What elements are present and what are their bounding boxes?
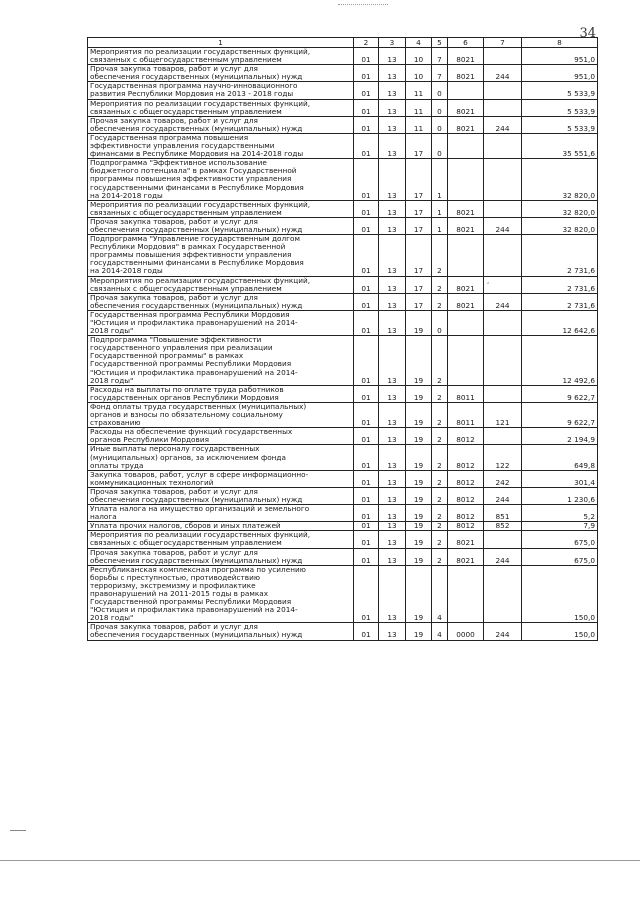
expense-type-code (484, 428, 522, 445)
program-code: 19 (406, 565, 432, 623)
subprogram-code: 2 (432, 276, 448, 293)
subprogram-code: 7 (432, 48, 448, 65)
table-row (88, 402, 598, 427)
program-code: 17 (406, 133, 432, 158)
amount: 301,4 (522, 470, 598, 487)
subsection-code: 13 (379, 217, 406, 234)
program-code: 19 (406, 487, 432, 504)
expense-type-code: 242 (484, 470, 522, 487)
row-title: Мероприятия по реализации государственных функций, связанных с общегосударственным управлением (88, 531, 354, 548)
program-code: 17 (406, 200, 432, 217)
target-code: 8011 (448, 385, 484, 402)
subsection-code: 13 (379, 402, 406, 427)
subsection-code: 13 (379, 65, 406, 82)
subprogram-code: 2 (432, 293, 448, 310)
amount: 9 622,7 (522, 385, 598, 402)
table-row (88, 385, 598, 402)
expense-type-code (484, 336, 522, 386)
table-row (88, 82, 598, 99)
pen-tick-mark: , (487, 277, 490, 285)
section-code: 01 (354, 235, 379, 276)
expense-type-code (484, 385, 522, 402)
subsection-code: 13 (379, 276, 406, 293)
target-code: 8021 (448, 65, 484, 82)
section-code: 01 (354, 159, 379, 200)
program-code: 19 (406, 470, 432, 487)
subsection-code: 13 (379, 200, 406, 217)
row-title: Государственная программа научно-инновационного развития Республики Мордовия на 2013 - 2018 годы (88, 82, 354, 99)
section-code: 01 (354, 487, 379, 504)
subsection-code: 13 (379, 548, 406, 565)
table-row (88, 623, 598, 640)
section-code: 01 (354, 116, 379, 133)
amount: 150,0 (522, 623, 598, 640)
row-title: Республиканская комплексная программа по усилению борьбы с преступностью, противодействию терроризму, экстремизму и профилактике правонарушений на 2011-2015 годы в рамках Государственной программы Республики Мордовия "Юстиция и профилактика правонарушений на 2014- 2018 годы" (88, 565, 354, 623)
target-code: 8012 (448, 487, 484, 504)
amount: 12 492,6 (522, 336, 598, 386)
subsection-code: 13 (379, 522, 406, 531)
subsection-code: 13 (379, 336, 406, 386)
amount: 5,2 (522, 505, 598, 522)
table-row (88, 505, 598, 522)
table-row (88, 133, 598, 158)
expense-type-code (484, 235, 522, 276)
subprogram-code: 1 (432, 217, 448, 234)
expense-type-code: 244 (484, 548, 522, 565)
row-title: Мероприятия по реализации государственных функций, связанных с общегосударственным управлением (88, 48, 354, 65)
target-code: 8012 (448, 522, 484, 531)
amount: 9 622,7 (522, 402, 598, 427)
section-code: 01 (354, 293, 379, 310)
row-title: Расходы на обеспечение функций государственных органов Республики Мордовия (88, 428, 354, 445)
row-title: Мероприятия по реализации государственных функций, связанных с общегосударственным управлением (88, 99, 354, 116)
expense-type-code (484, 200, 522, 217)
program-code: 11 (406, 99, 432, 116)
target-code: 8021 (448, 48, 484, 65)
target-code: 8012 (448, 445, 484, 470)
subprogram-code: 2 (432, 531, 448, 548)
program-code: 10 (406, 48, 432, 65)
expense-type-code (484, 82, 522, 99)
row-title: Подпрограмма "Повышение эффективности государственного управления при реализации Государственной программы" в рамках Государственной программы Республики Мордовия "Юстиция и профилактика правонарушений на 2014- 2018 годы" (88, 336, 354, 386)
table-row (88, 235, 598, 276)
target-code (448, 565, 484, 623)
subprogram-code: 1 (432, 200, 448, 217)
budget-sheet (87, 37, 597, 641)
subsection-code: 13 (379, 531, 406, 548)
program-code: 19 (406, 522, 432, 531)
header-cell: 4 (406, 38, 432, 48)
expense-type-code (484, 531, 522, 548)
amount: 675,0 (522, 531, 598, 548)
amount: 7,9 (522, 522, 598, 531)
row-title: Подпрограмма "Управление государственным долгом Республики Мордовия" в рамках Государственной программы повышения эффективности управления государственными финансами в Республике Мордовия на 2014-2018 годы (88, 235, 354, 276)
header-cell: 7 (484, 38, 522, 48)
target-code: 8021 (448, 217, 484, 234)
section-code: 01 (354, 428, 379, 445)
table-row (88, 470, 598, 487)
target-code: 8011 (448, 402, 484, 427)
subsection-code: 13 (379, 133, 406, 158)
subprogram-code: 2 (432, 548, 448, 565)
table-row (88, 116, 598, 133)
subprogram-code: 0 (432, 82, 448, 99)
section-code: 01 (354, 402, 379, 427)
amount: 649,8 (522, 445, 598, 470)
subsection-code: 13 (379, 385, 406, 402)
header-cell: 1 (88, 38, 354, 48)
amount: 5 533,9 (522, 99, 598, 116)
subprogram-code: 0 (432, 133, 448, 158)
target-code: 8012 (448, 428, 484, 445)
expense-type-code (484, 159, 522, 200)
table-row (88, 293, 598, 310)
program-code: 19 (406, 385, 432, 402)
target-code: 8021 (448, 548, 484, 565)
amount: 1 230,6 (522, 487, 598, 504)
subprogram-code: 2 (432, 385, 448, 402)
target-code: 8021 (448, 531, 484, 548)
program-code: 19 (406, 445, 432, 470)
program-code: 17 (406, 159, 432, 200)
row-title: Закупка товаров, работ, услуг в сфере информационно- коммуникационных технологий (88, 470, 354, 487)
subsection-code: 13 (379, 445, 406, 470)
table-row (88, 428, 598, 445)
program-code: 10 (406, 65, 432, 82)
program-code: 19 (406, 505, 432, 522)
section-code: 01 (354, 548, 379, 565)
target-code (448, 235, 484, 276)
subsection-code: 13 (379, 99, 406, 116)
program-code: 19 (406, 402, 432, 427)
subsection-code: 13 (379, 487, 406, 504)
program-code: 19 (406, 531, 432, 548)
target-code (448, 133, 484, 158)
expense-type-code (484, 48, 522, 65)
subprogram-code: 7 (432, 65, 448, 82)
target-code: 8021 (448, 116, 484, 133)
amount: 951,0 (522, 48, 598, 65)
subsection-code: 13 (379, 48, 406, 65)
program-code: 17 (406, 293, 432, 310)
table-row (88, 522, 598, 531)
header-cell: 5 (432, 38, 448, 48)
section-code: 01 (354, 65, 379, 82)
subprogram-code: 0 (432, 310, 448, 335)
amount: 12 642,6 (522, 310, 598, 335)
target-code (448, 336, 484, 386)
target-code: 8021 (448, 99, 484, 116)
section-code: 01 (354, 505, 379, 522)
amount: 2 731,6 (522, 276, 598, 293)
amount: 2 731,6 (522, 235, 598, 276)
program-code: 19 (406, 310, 432, 335)
expense-type-code (484, 133, 522, 158)
table-row (88, 336, 598, 386)
row-title: Прочая закупка товаров, работ и услуг для обеспечения государственных (муниципальных) нужд (88, 623, 354, 640)
subsection-code: 13 (379, 470, 406, 487)
amount: 35 551,6 (522, 133, 598, 158)
amount: 5 533,9 (522, 116, 598, 133)
table-row (88, 217, 598, 234)
subprogram-code: 0 (432, 99, 448, 116)
section-code: 01 (354, 565, 379, 623)
subprogram-code: 0 (432, 116, 448, 133)
amount: 2 194,9 (522, 428, 598, 445)
program-code: 17 (406, 276, 432, 293)
program-code: 17 (406, 235, 432, 276)
section-code: 01 (354, 531, 379, 548)
row-title: Расходы на выплаты по оплате труда работников государственных органов Республики Мордовия (88, 385, 354, 402)
program-code: 11 (406, 82, 432, 99)
table-row (88, 445, 598, 470)
target-code (448, 82, 484, 99)
expense-type-code: 121 (484, 402, 522, 427)
program-code: 11 (406, 116, 432, 133)
row-title: Мероприятия по реализации государственных функций, связанных с общегосударственным управлением (88, 276, 354, 293)
expense-type-code: 244 (484, 293, 522, 310)
target-code: 0000 (448, 623, 484, 640)
amount: 32 820,0 (522, 200, 598, 217)
amount: 2 731,6 (522, 293, 598, 310)
section-code: 01 (354, 522, 379, 531)
expense-type-code (484, 565, 522, 623)
amount: 150,0 (522, 565, 598, 623)
subprogram-code: 2 (432, 428, 448, 445)
subsection-code: 13 (379, 505, 406, 522)
row-title: Прочая закупка товаров, работ и услуг для обеспечения государственных (муниципальных) нужд (88, 487, 354, 504)
program-code: 17 (406, 217, 432, 234)
subsection-code: 13 (379, 623, 406, 640)
row-title: Прочая закупка товаров, работ и услуг для обеспечения государственных (муниципальных) нужд (88, 293, 354, 310)
expense-type-code: 244 (484, 116, 522, 133)
subsection-code: 13 (379, 82, 406, 99)
expense-type-code (484, 310, 522, 335)
amount: 32 820,0 (522, 217, 598, 234)
table-row (88, 276, 598, 293)
row-title: Прочая закупка товаров, работ и услуг для обеспечения государственных (муниципальных) нужд (88, 217, 354, 234)
section-code: 01 (354, 470, 379, 487)
row-title: Государственная программа Республики Мордовия "Юстиция и профилактика правонарушений на 2014- 2018 годы" (88, 310, 354, 335)
expense-type-code: 244 (484, 487, 522, 504)
table-row (88, 531, 598, 548)
section-code: 01 (354, 623, 379, 640)
target-code: 8012 (448, 505, 484, 522)
subprogram-code: 2 (432, 235, 448, 276)
subsection-code: 13 (379, 159, 406, 200)
subprogram-code: 2 (432, 336, 448, 386)
header-cell: 2 (354, 38, 379, 48)
subprogram-code: 2 (432, 470, 448, 487)
subprogram-code: 4 (432, 565, 448, 623)
target-code: 8021 (448, 293, 484, 310)
program-code: 19 (406, 623, 432, 640)
section-code: 01 (354, 48, 379, 65)
section-code: 01 (354, 276, 379, 293)
expense-type-code: 244 (484, 65, 522, 82)
scan-bottom-edge (0, 860, 640, 861)
table-row (88, 200, 598, 217)
section-code: 01 (354, 99, 379, 116)
program-code: 19 (406, 428, 432, 445)
header-row (88, 38, 598, 48)
header-cell: 8 (522, 38, 598, 48)
subsection-code: 13 (379, 565, 406, 623)
table-row (88, 487, 598, 504)
section-code: 01 (354, 385, 379, 402)
subsection-code: 13 (379, 235, 406, 276)
expense-type-code: 244 (484, 623, 522, 640)
row-title: Иные выплаты персоналу государственных (муниципальных) органов, за исключением фонда оплаты труда (88, 445, 354, 470)
program-code: 19 (406, 336, 432, 386)
row-title: Подпрограмма "Эффективное использование бюджетного потенциала" в рамках Государственной программы повышения эффективности управления государственными финансами в Республике Мордовия на 2014-2018 годы (88, 159, 354, 200)
table-row (88, 565, 598, 623)
target-code: 8021 (448, 276, 484, 293)
program-code: 19 (406, 548, 432, 565)
subprogram-code: 4 (432, 623, 448, 640)
expense-type-code: 244 (484, 217, 522, 234)
table-row (88, 48, 598, 65)
header-cell: 3 (379, 38, 406, 48)
amount: 32 820,0 (522, 159, 598, 200)
subsection-code: 13 (379, 293, 406, 310)
header-cell: 6 (448, 38, 484, 48)
amount: 5 533,9 (522, 82, 598, 99)
section-code: 01 (354, 310, 379, 335)
target-code (448, 310, 484, 335)
subsection-code: 13 (379, 116, 406, 133)
table-row (88, 548, 598, 565)
section-code: 01 (354, 82, 379, 99)
section-code: 01 (354, 200, 379, 217)
scan-mark (338, 4, 388, 7)
row-title: Государственная программа повышения эффективности управления государственными финансами в Республике Мордовия на 2014-2018 годы (88, 133, 354, 158)
section-code: 01 (354, 336, 379, 386)
expense-type-code (484, 99, 522, 116)
subprogram-code: 2 (432, 445, 448, 470)
row-title: Мероприятия по реализации государственных функций, связанных с общегосударственным управлением (88, 200, 354, 217)
section-code: 01 (354, 133, 379, 158)
section-code: 01 (354, 217, 379, 234)
table-row (88, 159, 598, 200)
amount: 951,0 (522, 65, 598, 82)
subprogram-code: 2 (432, 402, 448, 427)
section-code: 01 (354, 445, 379, 470)
expense-type-code: 852 (484, 522, 522, 531)
row-title: Фонд оплаты труда государственных (муниципальных) органов и взносы по обязательному социальному страхованию (88, 402, 354, 427)
subsection-code: 13 (379, 428, 406, 445)
subprogram-code: 2 (432, 522, 448, 531)
expense-type-code: 122 (484, 445, 522, 470)
target-code (448, 159, 484, 200)
table-row (88, 65, 598, 82)
budget-table (87, 37, 598, 641)
subsection-code: 13 (379, 310, 406, 335)
row-title: Прочая закупка товаров, работ и услуг для обеспечения государственных (муниципальных) нужд (88, 116, 354, 133)
target-code: 8012 (448, 470, 484, 487)
page-number: 34 (579, 26, 596, 41)
row-title: Прочая закупка товаров, работ и услуг для обеспечения государственных (муниципальных) нужд (88, 548, 354, 565)
target-code: 8021 (448, 200, 484, 217)
expense-type-code: 851 (484, 505, 522, 522)
scan-edge-mark (10, 830, 26, 831)
amount: 675,0 (522, 548, 598, 565)
row-title: Прочая закупка товаров, работ и услуг для обеспечения государственных (муниципальных) нужд (88, 65, 354, 82)
subprogram-code: 2 (432, 487, 448, 504)
table-row (88, 99, 598, 116)
table-body (88, 48, 598, 641)
row-title: Уплата прочих налогов, сборов и иных платежей (88, 522, 354, 531)
row-title: Уплата налога на имущество организаций и земельного налога (88, 505, 354, 522)
subprogram-code: 2 (432, 505, 448, 522)
subprogram-code: 1 (432, 159, 448, 200)
table-row (88, 310, 598, 335)
